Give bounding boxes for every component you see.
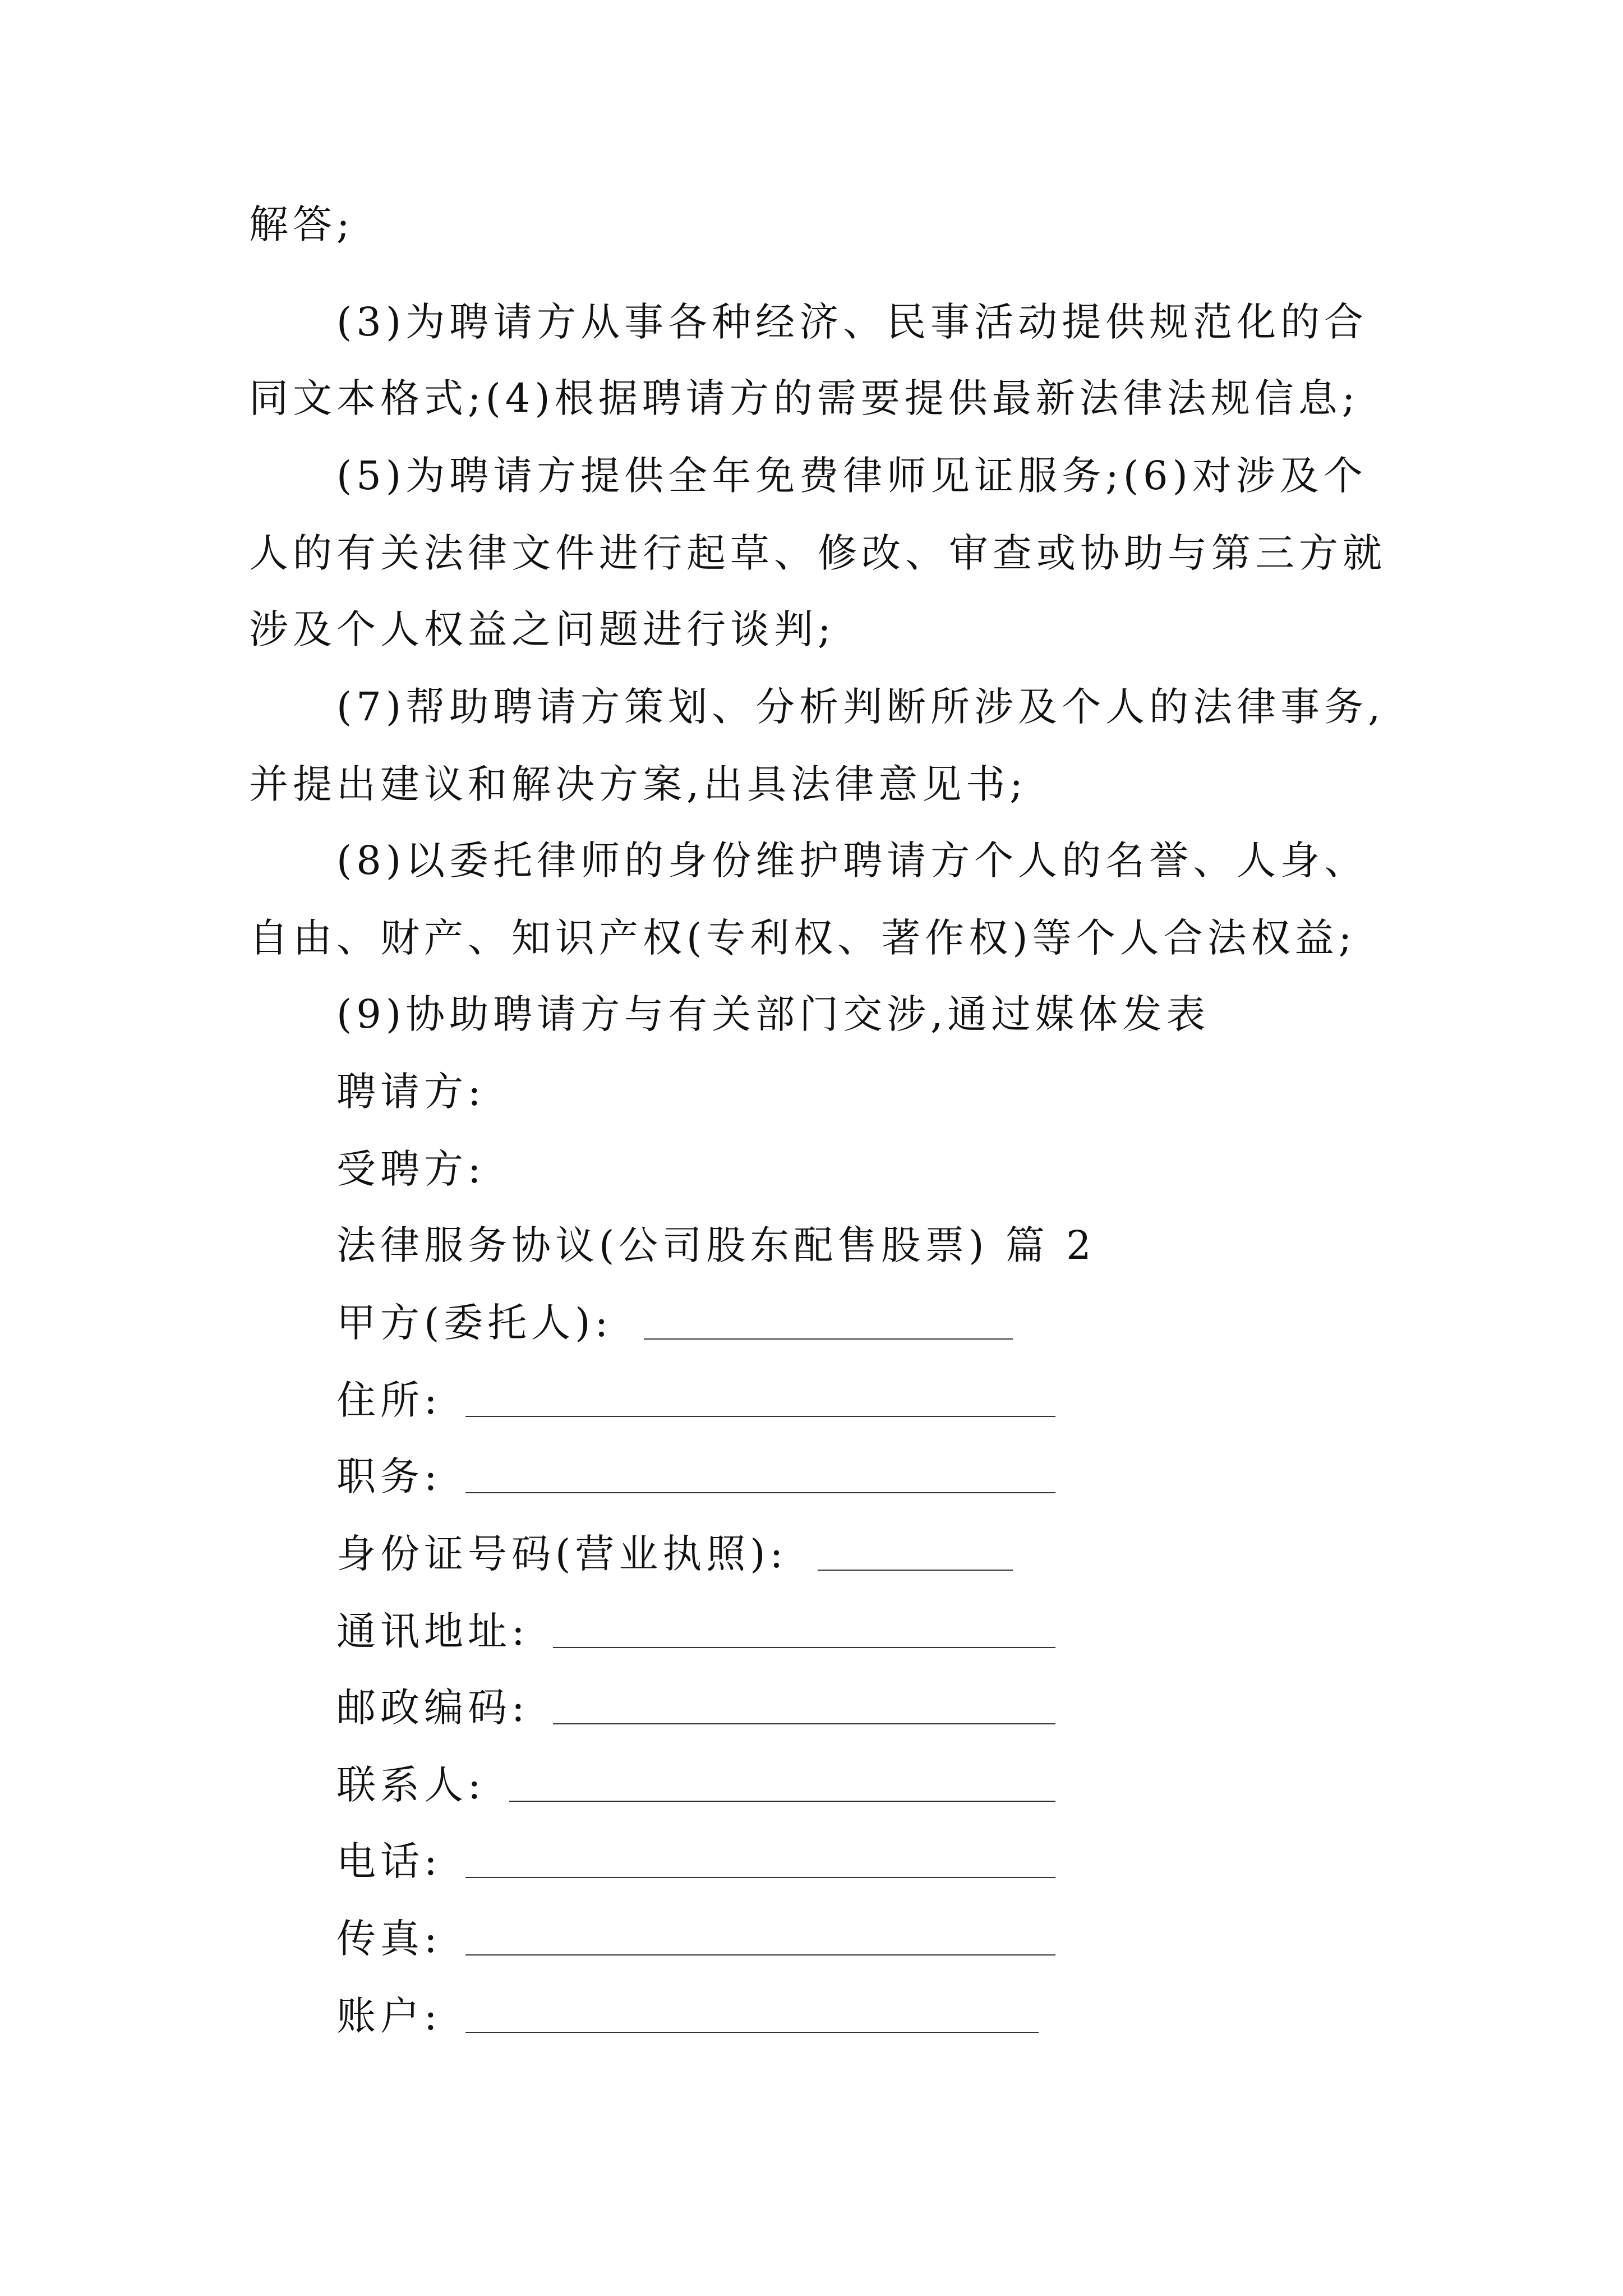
fax-blank <box>465 1954 1055 1955</box>
paragraph-line-item-9: (9)协助聘请方与有关部门交涉,通过媒体发表 <box>336 991 1210 1037</box>
account-blank <box>465 2032 1039 2033</box>
hiree-label: 受聘方: <box>336 1146 486 1192</box>
paragraph-line-item-8-cont: 自由、财产、知识产权(专利权、著作权)等个人合法权益; <box>249 915 1357 961</box>
field-label-id-number: 身份证号码(营业执照): <box>336 1531 788 1577</box>
field-label-position: 职务: <box>336 1453 442 1499</box>
section-title: 法律服务协议(公司股东配售股票) 篇 2 <box>336 1222 1096 1268</box>
field-label-fax: 传真: <box>336 1916 442 1962</box>
field-label-party-a: 甲方(委托人): <box>336 1300 613 1346</box>
field-label-contact: 联系人: <box>336 1762 486 1808</box>
field-label-address: 住所: <box>336 1377 442 1423</box>
address-blank <box>465 1416 1055 1417</box>
id-number-blank <box>818 1570 1013 1571</box>
postal-code-blank <box>553 1723 1055 1724</box>
contact-blank <box>509 1801 1055 1802</box>
paragraph-line-item-3-cont: 同文本格式;(4)根据聘请方的需要提供最新法律法规信息; <box>249 375 1360 421</box>
mailing-address-blank <box>553 1647 1055 1648</box>
field-label-postal-code: 邮政编码: <box>336 1685 529 1731</box>
paragraph-line-item-5: (5)为聘请方提供全年免费律师见证服务;(6)对涉及个 <box>336 453 1367 499</box>
phone-blank <box>465 1877 1055 1878</box>
field-label-mailing-address: 通讯地址: <box>336 1608 529 1654</box>
paragraph-line-item-7: (7)帮助聘请方策划、分析判断所涉及个人的法律事务, <box>336 684 1385 730</box>
position-blank <box>465 1492 1055 1493</box>
paragraph-line-item-8: (8)以委托律师的身份维护聘请方个人的名誉、人身、 <box>336 838 1368 884</box>
paragraph-line-item-6-end: 涉及个人权益之问题进行谈判; <box>249 606 836 652</box>
party-a-blank <box>644 1338 1013 1340</box>
paragraph-line-item-3: (3)为聘请方从事各种经济、民事活动提供规范化的合 <box>336 299 1368 345</box>
field-label-account: 账户: <box>336 1993 442 2039</box>
paragraph-line-answer: 解答; <box>249 201 354 247</box>
paragraph-line-item-6-cont: 人的有关法律文件进行起草、修改、审查或协助与第三方就 <box>249 530 1386 576</box>
hirer-label: 聘请方: <box>336 1069 486 1115</box>
paragraph-line-item-7-cont: 并提出建议和解决方案,出具法律意见书; <box>249 761 1027 807</box>
field-label-phone: 电话: <box>336 1838 442 1884</box>
